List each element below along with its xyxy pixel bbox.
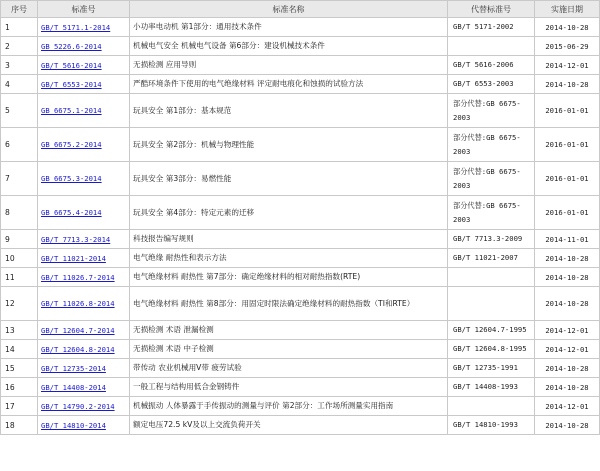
header-standard-number: 标准号	[38, 1, 130, 18]
row-seq: 16	[1, 378, 38, 397]
row-date: 2014-10-28	[535, 378, 600, 397]
row-standard-cell	[38, 128, 130, 162]
row-date: 2016-01-01	[535, 196, 600, 230]
row-replaced-standard	[448, 268, 535, 287]
row-standard-name: 严酷环境条件下使用的电气绝缘材料 评定耐电痕化和蚀损的试验方法	[130, 75, 448, 94]
row-standard-name: 科技报告编写规则	[130, 230, 448, 249]
row-standard-name: 电气绝缘材料 耐热性 第8部分：用固定时限法确定绝缘材料的耐热指数（TI和RTE）	[130, 287, 448, 321]
table-row	[1, 268, 600, 287]
standard-link[interactable]: GB/T 14790.2-2014	[41, 401, 115, 411]
header-implementation-date: 实施日期	[535, 1, 600, 18]
row-standard-name: 机械振动 人体暴露于手传振动的测量与评价 第2部分：工作场所测量实用指南	[130, 397, 448, 416]
row-replaced-standard: GB/T 12604.7-1995	[448, 321, 535, 340]
row-replaced-standard	[448, 37, 535, 56]
row-seq: 7	[1, 162, 38, 196]
row-standard-name: 玩具安全 第1部分：基本规范	[130, 94, 448, 128]
standard-link[interactable]: GB 6675.1-2014	[41, 106, 102, 115]
standard-link[interactable]: GB/T 11021-2014	[41, 253, 106, 263]
table-row	[1, 128, 600, 162]
row-date: 2014-10-28	[535, 359, 600, 378]
row-seq: 18	[1, 416, 38, 435]
standard-link[interactable]: GB/T 14408-2014	[41, 382, 106, 392]
row-standard-cell	[38, 37, 130, 56]
row-standard-name: 无损检测 应用导则	[130, 56, 448, 75]
row-date: 2016-01-01	[535, 162, 600, 196]
row-replaced-standard: GB/T 11021-2007	[448, 249, 535, 268]
standard-link[interactable]: GB/T 12604.8-2014	[41, 344, 115, 354]
row-date: 2014-12-01	[535, 56, 600, 75]
row-replaced-standard: GB/T 7713.3-2009	[448, 230, 535, 249]
standard-link[interactable]: GB/T 14810-2014	[41, 420, 106, 430]
table-row	[1, 196, 600, 230]
row-seq: 6	[1, 128, 38, 162]
row-date: 2014-11-01	[535, 230, 600, 249]
row-replaced-standard: GB/T 6553-2003	[448, 75, 535, 94]
row-date: 2014-12-01	[535, 321, 600, 340]
row-replaced-standard: GB/T 5171-2002	[448, 18, 535, 37]
standard-link[interactable]: GB/T 7713.3-2014	[41, 234, 111, 244]
row-seq: 13	[1, 321, 38, 340]
row-date: 2016-01-01	[535, 128, 600, 162]
row-standard-name: 额定电压72.5 kV及以上交流负荷开关	[130, 416, 448, 435]
row-seq: 2	[1, 37, 38, 56]
row-seq: 12	[1, 287, 38, 321]
row-standard-cell	[38, 340, 130, 359]
row-date: 2014-12-01	[535, 397, 600, 416]
row-date: 2016-01-01	[535, 94, 600, 128]
row-standard-name: 小功率电动机 第1部分：通用技术条件	[130, 18, 448, 37]
row-standard-name: 带传动 农业机械用V带 疲劳试验	[130, 359, 448, 378]
standard-link[interactable]: GB/T 12604.7-2014	[41, 325, 115, 335]
row-standard-cell	[38, 162, 130, 196]
row-standard-name: 一般工程与结构用低合金钢铸件	[130, 378, 448, 397]
row-date: 2014-12-01	[535, 340, 600, 359]
row-standard-name: 电气绝缘材料 耐热性 第7部分：确定绝缘材料的相对耐热指数(RTE)	[130, 268, 448, 287]
row-standard-cell	[38, 196, 130, 230]
table-row	[1, 18, 600, 37]
standard-link[interactable]: GB/T 11026.8-2014	[41, 299, 115, 308]
row-replaced-standard: GB/T 12604.8-1995	[448, 340, 535, 359]
table-row	[1, 321, 600, 340]
row-standard-cell	[38, 416, 130, 435]
row-standard-cell	[38, 75, 130, 94]
row-date: 2014-10-28	[535, 18, 600, 37]
row-replaced-standard: 部分代替:GB 6675-2003	[448, 128, 535, 162]
row-seq: 15	[1, 359, 38, 378]
table-row	[1, 359, 600, 378]
standard-link[interactable]: GB 5226.6-2014	[41, 41, 102, 51]
row-standard-cell	[38, 397, 130, 416]
row-standard-cell	[38, 321, 130, 340]
header-seq: 序号	[1, 1, 38, 18]
table-row	[1, 94, 600, 128]
standard-link[interactable]: GB 6675.4-2014	[41, 208, 102, 217]
row-seq: 8	[1, 196, 38, 230]
row-standard-cell	[38, 378, 130, 397]
row-standard-name: 机械电气安全 机械电气设备 第6部分：建设机械技术条件	[130, 37, 448, 56]
row-seq: 4	[1, 75, 38, 94]
row-replaced-standard: GB/T 5616-2006	[448, 56, 535, 75]
row-replaced-standard: 部分代替:GB 6675-2003	[448, 162, 535, 196]
row-date: 2015-06-29	[535, 37, 600, 56]
standard-link[interactable]: GB/T 11026.7-2014	[41, 272, 115, 282]
table-row	[1, 287, 600, 321]
table-row	[1, 397, 600, 416]
row-replaced-standard: GB/T 14408-1993	[448, 378, 535, 397]
table-row	[1, 56, 600, 75]
row-seq: 10	[1, 249, 38, 268]
row-standard-cell	[38, 56, 130, 75]
row-standard-cell	[38, 359, 130, 378]
row-standard-cell	[38, 268, 130, 287]
table-row	[1, 378, 600, 397]
table-row	[1, 162, 600, 196]
row-date: 2014-10-28	[535, 268, 600, 287]
table-row	[1, 230, 600, 249]
table-row	[1, 37, 600, 56]
row-standard-cell	[38, 287, 130, 321]
standard-link[interactable]: GB/T 12735-2014	[41, 363, 106, 373]
row-standard-cell	[38, 18, 130, 37]
table-header-row	[1, 1, 600, 18]
row-standard-cell	[38, 249, 130, 268]
row-date: 2014-10-28	[535, 75, 600, 94]
row-seq: 17	[1, 397, 38, 416]
row-seq: 5	[1, 94, 38, 128]
row-seq: 3	[1, 56, 38, 75]
row-standard-name: 无损检测 术语 泄漏检测	[130, 321, 448, 340]
row-standard-name: 电气绝缘 耐热性和表示方法	[130, 249, 448, 268]
standard-link[interactable]: GB 6675.2-2014	[41, 140, 102, 149]
row-replaced-standard: 部分代替:GB 6675-2003	[448, 94, 535, 128]
row-replaced-standard: GB/T 12735-1991	[448, 359, 535, 378]
standard-link[interactable]: GB/T 6553-2014	[41, 79, 102, 89]
row-date: 2014-10-28	[535, 287, 600, 321]
row-standard-cell	[38, 230, 130, 249]
row-standard-name: 玩具安全 第3部分：易燃性能	[130, 162, 448, 196]
row-date: 2014-10-28	[535, 249, 600, 268]
row-seq: 1	[1, 18, 38, 37]
standard-link[interactable]: GB/T 5616-2014	[41, 60, 102, 70]
header-replaced-standard: 代替标准号	[448, 1, 535, 18]
row-standard-name: 无损检测 术语 中子检测	[130, 340, 448, 359]
row-seq: 11	[1, 268, 38, 287]
row-replaced-standard: 部分代替:GB 6675-2003	[448, 196, 535, 230]
header-standard-name: 标准名称	[130, 1, 448, 18]
standard-link[interactable]: GB 6675.3-2014	[41, 174, 102, 183]
row-replaced-standard	[448, 287, 535, 321]
row-replaced-standard	[448, 397, 535, 416]
table-row	[1, 416, 600, 435]
row-replaced-standard: GB/T 14810-1993	[448, 416, 535, 435]
table-body	[1, 18, 600, 435]
row-standard-name: 玩具安全 第2部分：机械与物理性能	[130, 128, 448, 162]
row-standard-name: 玩具安全 第4部分：特定元素的迁移	[130, 196, 448, 230]
table-row	[1, 340, 600, 359]
row-seq: 14	[1, 340, 38, 359]
row-seq: 9	[1, 230, 38, 249]
row-date: 2014-10-28	[535, 416, 600, 435]
row-standard-cell	[38, 94, 130, 128]
table-row	[1, 75, 600, 94]
table-row	[1, 249, 600, 268]
standard-link[interactable]: GB/T 5171.1-2014	[41, 22, 111, 32]
